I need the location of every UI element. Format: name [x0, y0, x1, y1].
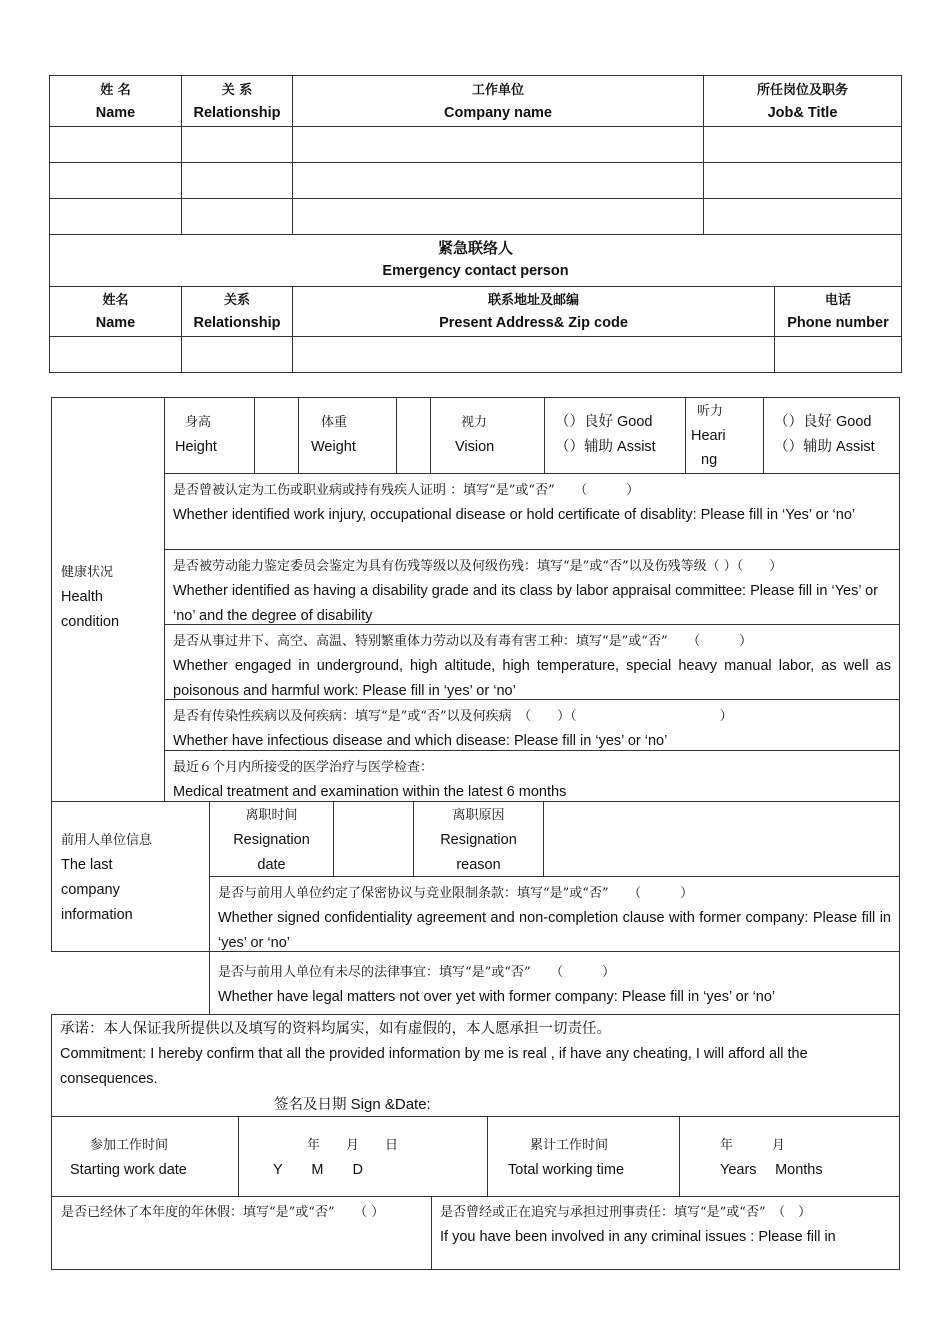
- emergency-header-phone-en: Phone number: [787, 315, 889, 331]
- hearing-option-assist[interactable]: （）辅助 Assist: [774, 439, 875, 455]
- criminal-issues-question-zh: 是否曾经或正在追究与承担过刑事责任：填写“是”或“否” （ ）: [440, 1205, 812, 1220]
- family-row-1-company[interactable]: [292, 126, 704, 163]
- health-label-en2: condition: [61, 614, 120, 630]
- emergency-header-address-zh: 联系地址及邮编: [487, 293, 579, 308]
- legal-matters-spacer: [51, 951, 210, 1015]
- commitment-box: [51, 1014, 900, 1117]
- family-row-1-name[interactable]: [49, 126, 182, 163]
- previous-question-confidentiality-zh: 是否与前用人单位约定了保密协议与竞业限制条款：填写“是”或“否” （ ）: [218, 886, 694, 901]
- health-question-hazardous-work-en: Whether engaged in underground, high altitude, high temperature, special heavy manual labor, as well as poisonous and harmful work: Please fill in ‘yes’ or ‘no’: [173, 658, 891, 699]
- emergency-title: [49, 234, 902, 287]
- family-row-3-job[interactable]: [703, 198, 902, 235]
- hearing-label-en1: Heari: [691, 428, 726, 444]
- family-row-3-company[interactable]: [292, 198, 704, 235]
- hearing-label-zh: 听力: [697, 404, 724, 419]
- emergency-header-relationship: [181, 286, 293, 337]
- previous-company-label-en2: company: [61, 882, 120, 898]
- signature-label-en: Sign &Date:: [346, 1096, 431, 1113]
- health-question-medical-treatment[interactable]: [164, 750, 900, 802]
- starting-work-date-ymd-zh: 年 月 日: [307, 1138, 399, 1153]
- starting-work-date-value[interactable]: [238, 1116, 488, 1197]
- family-row-3-name[interactable]: [49, 198, 182, 235]
- weight-label-zh: 体重: [321, 415, 348, 430]
- emergency-row-phone[interactable]: [774, 336, 902, 373]
- previous-company-label-en3: information: [61, 907, 133, 923]
- starting-work-date-ymd-en: Y M D: [273, 1162, 363, 1178]
- emergency-row-address[interactable]: [292, 336, 775, 373]
- total-working-time-ym-en: Years Months: [720, 1162, 823, 1178]
- emergency-row-relationship[interactable]: [181, 336, 293, 373]
- starting-work-date-label-zh: 参加工作时间: [90, 1138, 169, 1153]
- family-header-name-en: Name: [95, 105, 136, 121]
- vision-label-en: Vision: [455, 439, 495, 455]
- family-row-2-name[interactable]: [49, 162, 182, 199]
- hearing-label-en2: ng: [701, 452, 718, 468]
- family-row-2-company[interactable]: [292, 162, 704, 199]
- resignation-date-label: [209, 801, 334, 877]
- height-label-zh: 身高: [185, 415, 212, 430]
- previous-question-legal-matters-en: Whether have legal matters not over yet with former company: Please fill in ‘yes’ or ‘no’: [218, 989, 776, 1005]
- starting-work-date-label: [51, 1116, 239, 1197]
- health-question-work-injury[interactable]: [164, 473, 900, 550]
- health-question-infectious-disease-zh: 是否有传染性疾病以及何疾病：填写“是”或“否”以及何疾病 （ ）（ ）: [173, 709, 733, 724]
- health-question-work-injury-zh: 是否曾被认定为工伤或职业病或持有残疾人证明 ：填写“是”或“否” （ ）: [173, 483, 640, 498]
- health-question-hazardous-work-zh: 是否从事过井下、高空、高温、特别繁重体力劳动以及有毒有害工种：填写“是”或“否” （ ）: [173, 634, 753, 649]
- commitment-text-zh: 承诺：本人保证我所提供以及填写的资料均属实，如有虚假的，本人愿承担一切责任。: [60, 1021, 611, 1037]
- resignation-date-label-zh: 离职时间: [245, 808, 298, 823]
- family-header-relationship: [181, 75, 293, 127]
- previous-company-label-zh: 前用人单位信息: [61, 833, 153, 848]
- hearing-option-good[interactable]: （）良好 Good: [774, 414, 872, 430]
- family-header-job-en: Job& Title: [767, 105, 838, 121]
- vision-label-zh: 视力: [461, 415, 488, 430]
- family-header-company-en: Company name: [444, 105, 552, 121]
- family-header-company: [292, 75, 704, 127]
- family-header-relationship-en: Relationship: [193, 105, 281, 121]
- previous-question-confidentiality-en: Whether signed confidentiality agreement and non-completion clause with former company: Please fill in ‘yes’ or ‘no’: [218, 910, 891, 951]
- annual-leave-question[interactable]: [51, 1196, 432, 1270]
- vision-option-good[interactable]: （）良好 Good: [555, 414, 653, 430]
- height-label-en: Height: [175, 439, 217, 455]
- weight-value[interactable]: [396, 397, 431, 474]
- total-working-time-label: [487, 1116, 680, 1197]
- emergency-header-relationship-zh: 关系: [223, 293, 250, 308]
- previous-question-confidentiality[interactable]: [209, 876, 900, 952]
- health-question-disability-grade-zh: 是否被劳动能力鉴定委员会鉴定为具有伤残等级以及何级伤残：填写“是”或“否”以及伤残等级（ ）（ ）: [173, 559, 783, 574]
- family-header-name-zh: 姓 名: [100, 83, 131, 98]
- emergency-header-name: [49, 286, 182, 337]
- family-header-company-zh: 工作单位: [471, 83, 524, 98]
- previous-company-label-en1: The last: [61, 857, 113, 873]
- emergency-header-phone: [774, 286, 902, 337]
- hearing-label: [685, 397, 764, 474]
- height-value[interactable]: [254, 397, 299, 474]
- vision-label: [430, 397, 545, 474]
- total-working-time-value[interactable]: [679, 1116, 900, 1197]
- family-row-2-job[interactable]: [703, 162, 902, 199]
- starting-work-date-label-en: Starting work date: [70, 1162, 187, 1178]
- emergency-title-en: Emergency contact person: [382, 263, 569, 279]
- criminal-issues-question-en: If you have been involved in any criminal issues : Please fill in: [440, 1229, 836, 1245]
- health-label-en: Health: [61, 589, 103, 605]
- health-question-infectious-disease-en: Whether have infectious disease and which disease: Please fill in ‘yes’ or ‘no’: [173, 733, 668, 749]
- criminal-issues-question[interactable]: [431, 1196, 900, 1270]
- previous-question-legal-matters[interactable]: [209, 951, 900, 1015]
- hearing-options[interactable]: [763, 397, 900, 474]
- family-row-1-job[interactable]: [703, 126, 902, 163]
- health-question-work-injury-en: Whether identified work injury, occupational disease or hold certificate of disablity: Please fill in ‘Yes’ or ‘no’: [173, 507, 856, 523]
- total-working-time-label-en: Total working time: [508, 1162, 625, 1178]
- family-row-3-relationship[interactable]: [181, 198, 293, 235]
- health-label: [51, 397, 165, 802]
- emergency-header-name-zh: 姓名: [102, 293, 129, 308]
- resignation-date-value[interactable]: [333, 801, 414, 877]
- weight-label: [298, 397, 397, 474]
- resignation-date-label-en2: date: [257, 857, 286, 873]
- resignation-reason-label: [413, 801, 544, 877]
- health-question-disability-grade[interactable]: [164, 549, 900, 625]
- family-row-1-relationship[interactable]: [181, 126, 293, 163]
- signature-line[interactable]: [60, 1092, 891, 1118]
- emergency-header-relationship-en: Relationship: [193, 315, 281, 331]
- previous-company-label: [51, 801, 210, 952]
- emergency-header-name-en: Name: [95, 315, 136, 331]
- annual-leave-question-zh: 是否已经休了本年度的年休假：填写“是”或“否” （ ）: [61, 1205, 385, 1220]
- weight-label-en: Weight: [311, 439, 356, 455]
- resignation-date-label-en1: Resignation: [233, 832, 310, 848]
- vision-option-assist[interactable]: （）辅助 Assist: [555, 439, 656, 455]
- health-question-medical-treatment-en: Medical treatment and examination within the latest 6 months: [173, 784, 567, 800]
- resignation-reason-value[interactable]: [543, 801, 900, 877]
- total-working-time-label-zh: 累计工作时间: [530, 1138, 609, 1153]
- resignation-reason-label-en1: Resignation: [440, 832, 517, 848]
- emergency-header-phone-zh: 电话: [824, 293, 851, 308]
- emergency-header-address: [292, 286, 775, 337]
- emergency-title-zh: 紧急联络人: [437, 239, 513, 257]
- health-question-medical-treatment-zh: 最近６个月内所接受的医学治疗与医学检查：: [173, 760, 434, 775]
- emergency-header-address-en: Present Address& Zip code: [439, 315, 628, 331]
- health-question-infectious-disease[interactable]: [164, 699, 900, 751]
- family-header-job: [703, 75, 902, 127]
- total-working-time-ym-zh: 年 月: [720, 1138, 786, 1153]
- family-header-relationship-zh: 关 系: [221, 83, 253, 98]
- resignation-reason-label-en2: reason: [456, 857, 501, 873]
- family-row-2-relationship[interactable]: [181, 162, 293, 199]
- emergency-row-name[interactable]: [49, 336, 182, 373]
- health-question-hazardous-work[interactable]: [164, 624, 900, 700]
- vision-options[interactable]: [544, 397, 686, 474]
- previous-question-legal-matters-zh: 是否与前用人单位有未尽的法律事宜：填写“是”或“否” （ ）: [218, 965, 616, 980]
- family-header-name: [49, 75, 182, 127]
- health-label-zh: 健康状况: [61, 565, 114, 580]
- commitment-text-en: Commitment: I hereby confirm that all the provided information by me is real , if have any cheating, I will afford all the consequences.: [60, 1046, 808, 1087]
- height-label: [164, 397, 255, 474]
- family-header-job-zh: 所任岗位及职务: [756, 83, 848, 98]
- signature-label-zh: 签名及日期: [274, 1097, 347, 1113]
- health-question-disability-grade-en: Whether identified as having a disability grade and its class by labor appraisal committee: Please fill in ‘Yes’ or ‘no’ and the degree of disability: [173, 583, 878, 624]
- resignation-reason-label-zh: 离职原因: [452, 808, 505, 823]
